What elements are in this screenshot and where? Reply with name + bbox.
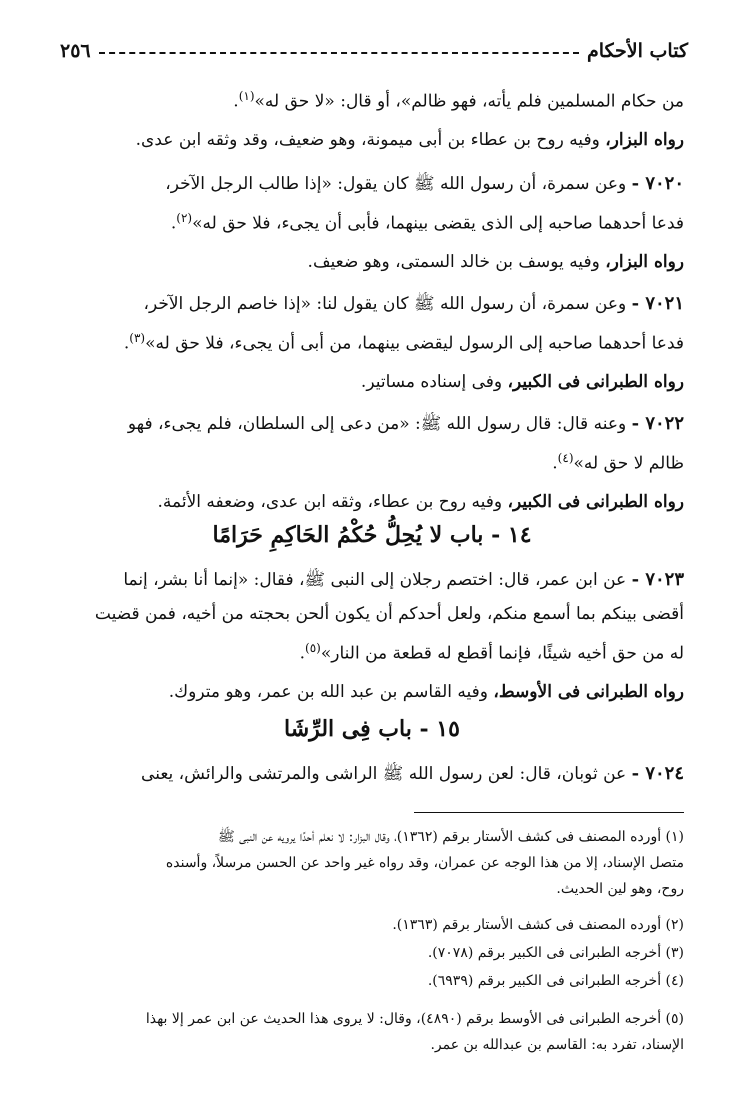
footnote-2: (٢) أورده المصنف فى كشف الأستار برقم (١٣٦٣). xyxy=(392,917,684,933)
hadith-number: ٧٠٢٠ - xyxy=(631,173,684,194)
text-line: ظالم لا حق له»$^{(٤)}$. xyxy=(552,451,684,474)
footnote-4: (٤) أخرجه الطبرانى فى الكبير برقم (٦٩٣٩). xyxy=(427,973,684,989)
text-line: رواه الطبرانى فى الكبير، وفيه روح بن عطاء، وثقه ابن عدى، وضعفه الأئمة. xyxy=(157,492,684,512)
source-label: رواه الطبرانى فى الكبير، xyxy=(507,372,684,392)
running-header xyxy=(60,40,688,62)
hadith-number: ٧٠٢٢ - xyxy=(631,413,684,434)
book-title: كتاب الأحكام xyxy=(587,40,688,62)
chapter-heading: ١٤ - باب لا يُحِلُّ حُكْمُ الحَاكِمِ حَرَامًا xyxy=(212,522,532,548)
chapter-heading: ١٥ - باب فِى الرِّشَا xyxy=(284,716,460,742)
footnote-1-cont: روح، وهو لين الحديث. xyxy=(556,881,684,897)
footnote-ref: (٥) xyxy=(305,641,321,655)
footnote-1-cont: متصل الإسناد، إلا من هذا الوجه عن عمران، وقد رواه غير واحد عن الحسن مرسلاً، وأسنده xyxy=(165,855,684,871)
hadith-number: ٧٠٢٤ - xyxy=(631,763,684,784)
hadith-7021: ٧٠٢١ - وعن سمرة، أن رسول الله ﷺ كان يقول لنا: «إذا خاصم الرجل الآخر، xyxy=(143,293,684,314)
text-line: له من حق أخيه شيئًا، فإنما أقطع له قطعة من النار»$^{(٥)}$. xyxy=(299,641,684,664)
footnote-3: (٣) أخرجه الطبرانى فى الكبير برقم (٧٠٧٨). xyxy=(427,945,684,961)
text-line: رواه البزار، وفيه يوسف بن خالد السمتى، وهو ضعيف. xyxy=(307,252,684,272)
source-label: رواه الطبرانى فى الأوسط، xyxy=(493,682,684,702)
hadith-7024: ٧٠٢٤ - عن ثوبان، قال: لعن رسول الله ﷺ الراشى والمرتشى والرائش، يعنى xyxy=(141,763,684,784)
text-line: فدعا أحدهما صاحبه إلى الذى يقضى بينهما، فأبى أن يجىء، فلا حق له»$^{(٢)}$. xyxy=(170,211,684,234)
hadith-number: ٧٠٢٣ - xyxy=(631,569,684,590)
text-line: رواه البزار، وفيه روح بن عطاء بن أبى ميمونة، وهو ضعيف، وقد وثقه ابن عدى. xyxy=(135,130,684,150)
footnote-5-cont: الإسناد، تفرد به: القاسم بن عبدالله بن عمر. xyxy=(430,1037,684,1053)
source-label: رواه الطبرانى فى الكبير، xyxy=(507,492,684,512)
footnote-ref: (١) xyxy=(238,89,255,103)
source-label: رواه البزار، xyxy=(605,130,684,150)
hadith-7022: ٧٠٢٢ - وعنه قال: قال رسول الله ﷺ: «من دعى إلى السلطان، فلم يجىء، فهو xyxy=(127,413,684,434)
text-line: فدعا أحدهما صاحبه إلى الرسول ليقضى بينهما، من أبى أن يجىء، فلا حق له»$^{(٣)}$. xyxy=(123,331,684,354)
footnote-5: (٥) أخرجه الطبرانى فى الأوسط برقم (٤٨٩٠)، وقال: لا يروى هذا الحديث عن ابن عمر إلا بهذا xyxy=(145,1011,684,1027)
footnote-1: (١) أورده المصنف فى كشف الأستار برقم (١٣٦٢)، وقال البزار: لا نعلم أحدًا يرويه عن النبى ﷺ xyxy=(217,829,684,845)
hadith-7023: ٧٠٢٣ - عن ابن عمر، قال: اختصم رجلان إلى النبى ﷺ، فقال: «إنما أنا بشر، إنما xyxy=(123,569,684,590)
text-line: رواه الطبرانى فى الكبير، وفى إسناده مساتير. xyxy=(360,372,684,392)
text-line: من حكام المسلمين فلم يأته، فهو ظالم»، أو قال: «لا حق له»$^{(١)}$. xyxy=(233,89,684,112)
page-number: ٢٥٦ xyxy=(60,40,91,62)
footnote-ref: (٤) xyxy=(557,451,574,465)
text-line: رواه الطبرانى فى الأوسط، وفيه القاسم بن عبد الله بن عمر، وهو متروك. xyxy=(168,682,684,702)
footnote-separator xyxy=(414,812,684,813)
hadith-7020: ٧٠٢٠ - وعن سمرة، أن رسول الله ﷺ كان يقول: «إذا طالب الرجل الآخر، xyxy=(165,173,684,194)
hadith-number: ٧٠٢١ - xyxy=(631,293,684,314)
source-label: رواه البزار، xyxy=(605,252,684,272)
footnote-ref: (٣) xyxy=(129,331,146,345)
footnote-ref: (٢) xyxy=(176,211,193,225)
text-line: أقضى بينكم بما أسمع منكم، ولعل أحدكم أن يكون ألحن بحجته من أخيه، فمن قضيت xyxy=(94,604,684,624)
header-dashed-rule xyxy=(99,52,579,54)
